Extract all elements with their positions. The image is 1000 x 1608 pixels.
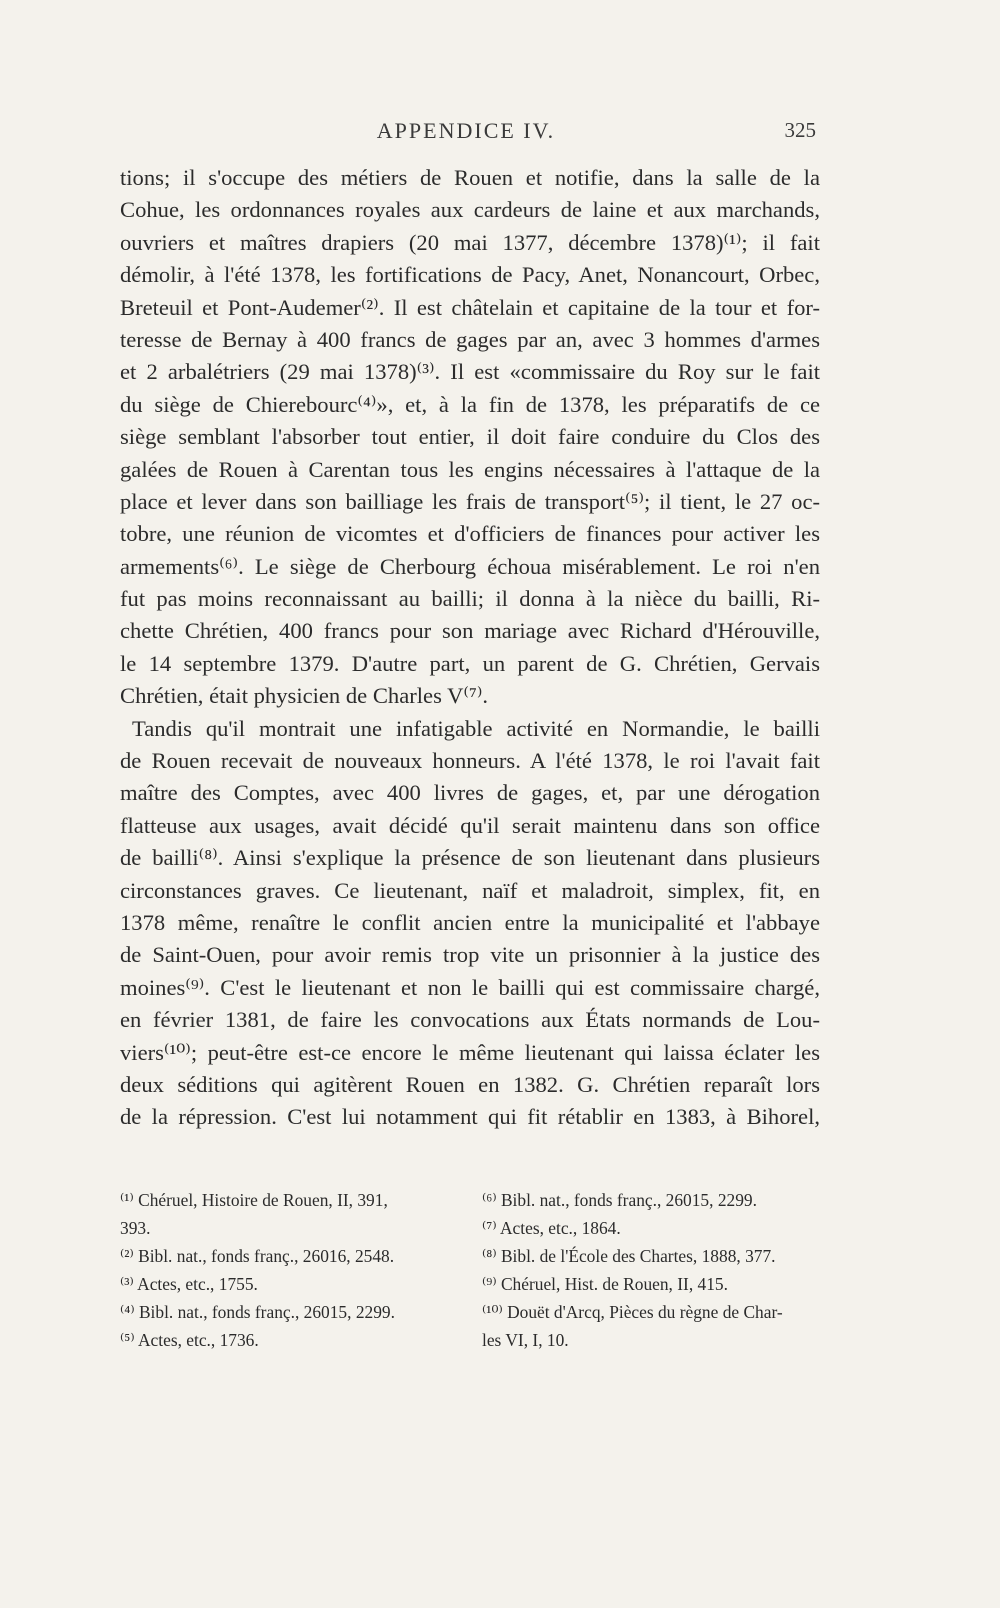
text-line: siège semblant l'absorber tout entier, il doit faire conduire du Clos des [120, 424, 820, 450]
footnote-line: ⁽³⁾ Actes, etc., 1755. [120, 1274, 258, 1294]
text-line: tobre, une réunion de vicomtes et d'officiers de finances pour activer les [120, 521, 820, 547]
text-line: ouvriers et maîtres drapiers (20 mai 1377, décembre 1378)⁽¹⁾; il fait [120, 229, 820, 255]
text-line: démolir, à l'été 1378, les fortifications de Pacy, Anet, Nonancourt, Orbec, [120, 262, 820, 288]
footnote-line: les VI, I, 10. [482, 1330, 569, 1350]
running-title: APPENDICE IV. [376, 118, 556, 143]
text-line: galées de Rouen à Carentan tous les engins nécessaires à l'attaque de la [120, 456, 820, 482]
text-line: viers⁽¹⁰⁾; peut-être est-ce encore le même lieutenant qui laissa éclater les [120, 1039, 820, 1065]
text-line: le 14 septembre 1379. D'autre part, un parent de G. Chrétien, Gervais [120, 650, 820, 676]
text-line: circonstances graves. Ce lieutenant, naïf et maladroit, simplex, fit, en [120, 877, 820, 903]
text-line: tions; il s'occupe des métiers de Rouen et notifie, dans la salle de la [120, 165, 820, 190]
text-line: maître des Comptes, avec 400 livres de gages, et, par une dérogation [120, 780, 820, 806]
body-text [120, 162, 820, 1134]
footnotes-right-column [482, 1186, 822, 1354]
footnote-line: ⁽¹⁾ Chéruel, Histoire de Rouen, II, 391, [120, 1190, 388, 1210]
footnote-line: ⁽²⁾ Bibl. nat., fonds franç., 26016, 2548. [120, 1246, 395, 1266]
footnote-line: ⁽⁴⁾ Bibl. nat., fonds franç., 26015, 2299. [120, 1302, 395, 1322]
page-number: 325 [784, 118, 816, 142]
text-line: moines⁽⁹⁾. C'est le lieutenant et non le bailli qui est commissaire chargé, [120, 974, 820, 1000]
text-line: en février 1381, de faire les convocations aux États normands de Lou- [120, 1007, 820, 1033]
footnote-line: ⁽⁵⁾ Actes, etc., 1736. [120, 1330, 259, 1350]
text-line: de bailli⁽⁸⁾. Ainsi s'explique la présence de son lieutenant dans plusieurs [120, 845, 820, 871]
footnote-line: 393. [120, 1218, 151, 1238]
text-line: flatteuse aux usages, avait décidé qu'il serait maintenu dans son office [120, 812, 820, 838]
text-line: armements⁽⁶⁾. Le siège de Cherbourg échoua misérablement. Le roi n'en [120, 553, 820, 579]
footnotes-left-column [120, 1186, 460, 1354]
text-line: Tandis qu'il montrait une infatigable activité en Normandie, le bailli [132, 715, 820, 741]
text-line: et 2 arbalétriers (29 mai 1378)⁽³⁾. Il est «commissaire du Roy sur le fait [120, 359, 820, 385]
text-line: Chrétien, était physicien de Charles V⁽⁷⁾. [120, 683, 489, 709]
text-line: deux séditions qui agitèrent Rouen en 1382. G. Chrétien reparaît lors [120, 1071, 820, 1097]
footnote-line: ⁽⁸⁾ Bibl. de l'École des Chartes, 1888, 377. [482, 1246, 776, 1266]
text-line: place et lever dans son bailliage les frais de transport⁽⁵⁾; il tient, le 27 oc- [120, 488, 820, 514]
footnote-line: ⁽⁶⁾ Bibl. nat., fonds franç., 26015, 2299. [482, 1190, 757, 1210]
page-header [116, 118, 816, 148]
footnote-line: ⁽⁷⁾ Actes, etc., 1864. [482, 1218, 621, 1238]
text-line: fut pas moins reconnaissant au bailli; il donna à la nièce du bailli, Ri- [120, 586, 820, 612]
text-line: du siège de Chierebourc⁽⁴⁾», et, à la fin de 1378, les préparatifs de ce [120, 391, 820, 417]
text-line: de Rouen recevait de nouveaux honneurs. A l'été 1378, le roi l'avait fait [120, 748, 820, 774]
text-line: de Saint-Ouen, pour avoir remis trop vite un prisonnier à la justice des [120, 942, 820, 968]
text-line: chette Chrétien, 400 francs pour son mariage avec Richard d'Hérouville, [120, 618, 820, 644]
text-line: Cohue, les ordonnances royales aux cardeurs de laine et aux marchands, [120, 197, 820, 223]
text-line: de la répression. C'est lui notamment qui fit rétablir en 1383, à Bihorel, [120, 1104, 820, 1130]
text-line: 1378 même, renaître le conflit ancien entre la municipalité et l'abbaye [120, 909, 820, 935]
footnote-line: ⁽¹⁰⁾ Douët d'Arcq, Pièces du règne de Char- [482, 1302, 783, 1322]
text-line: Breteuil et Pont-Audemer⁽²⁾. Il est châtelain et capitaine de la tour et for- [120, 294, 820, 320]
footnote-line: ⁽⁹⁾ Chéruel, Hist. de Rouen, II, 415. [482, 1274, 728, 1294]
text-line: teresse de Bernay à 400 francs de gages par an, avec 3 hommes d'armes [120, 326, 820, 352]
